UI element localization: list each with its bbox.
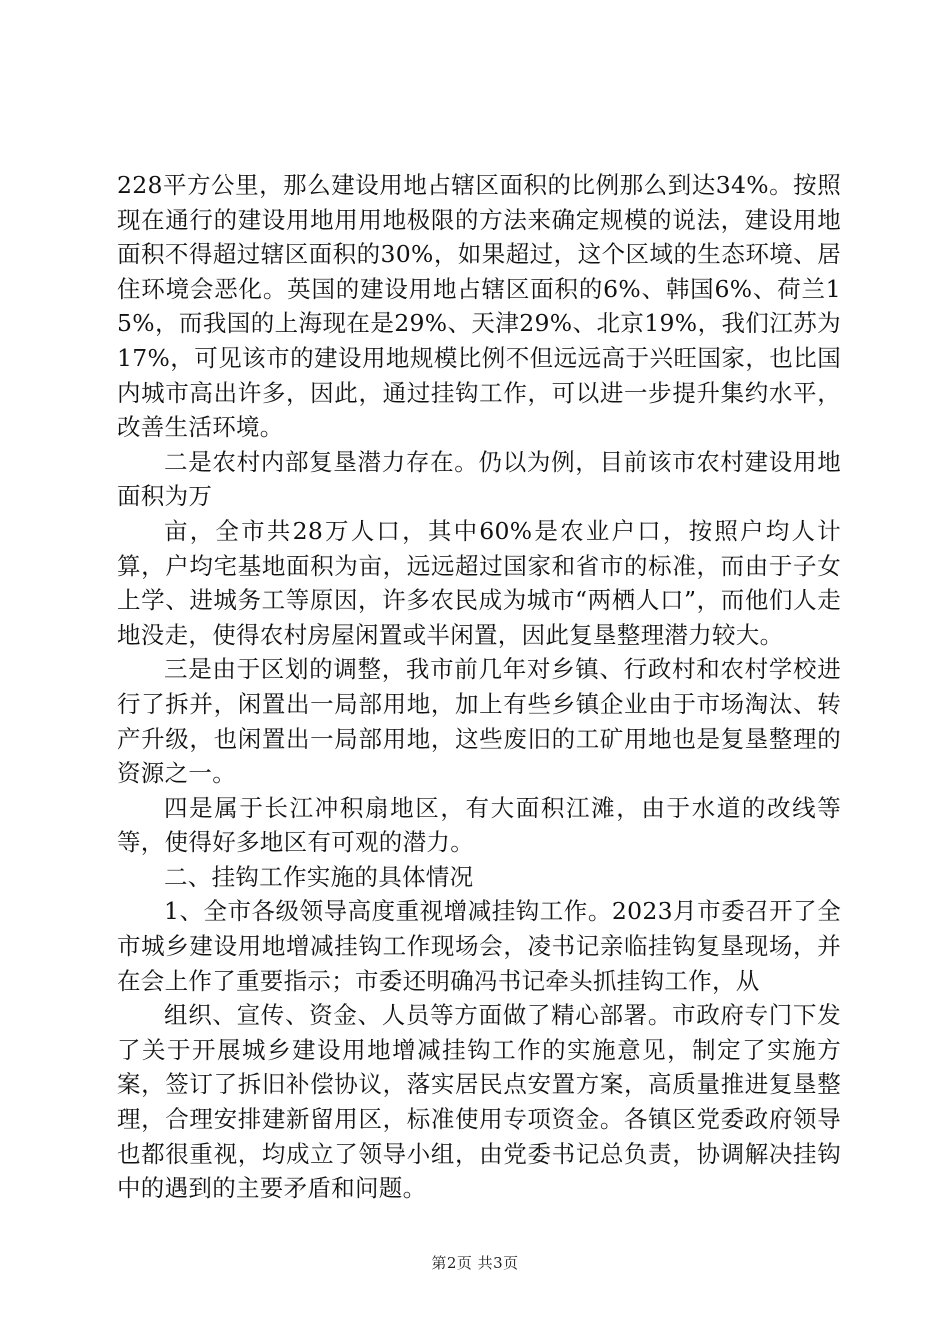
paragraph-deployment: 组织、宣传、资金、人员等方面做了精心部署。市政府专门下发了关于开展城乡建设用地增减挂钩工作的实施意见，制定了实施方案，签订了拆旧补偿协议，落实居民点安置方案，高质量推进复垦整理，合理安排建新留用区，标准使用专项资金。各镇区党委政府领导也都很重视，均成立了领导小组，由党委书记总负责，协调解决挂钩中的遇到的主要矛盾和问题。 xyxy=(117,1001,841,1203)
section-heading-implementation: 二、挂钩工作实施的具体情况 xyxy=(164,862,474,891)
paragraph-rural-reclamation: 二是农村内部复垦潜力存在。仍以为例，目前该市农村建设用地面积为万 xyxy=(117,447,841,511)
paragraph-district-adjustment: 三是由于区划的调整，我市前几年对乡镇、行政村和农村学校进行了拆并，闲置出一局部用地，加上有些乡镇企业由于市场淘汰、转产升级，也闲置出一局部用地，这些废旧的工矿用地也是复垦整理的资源之一。 xyxy=(117,655,841,788)
paragraph-land-ratio: 228平方公里，那么建设用地占辖区面积的比例那么到达34%。按照现在通行的建设用地用用地极限的方法来确定规模的说法，建设用地面积不得超过辖区面积的30%，如果超过，这个区域的生态环境、居住环境会恶化。英国的建设用地占辖区面积的6%、韩国6%、荷兰15%，而我国的上海现在是29%、天津29%、北京19%，我们江苏为17%，可见该市的建设用地规模比例不但远远高于兴旺国家，也比国内城市高出许多，因此，通过挂钩工作，可以进一步提升集约水平，改善生活环境。 xyxy=(117,171,841,442)
page-number-footer: 第2页 共3页 xyxy=(431,1254,519,1272)
paragraph-rural-population: 亩，全市共28万人口，其中60%是农业户口，按照户均人计算，户均宅基地面积为亩，远远超过国家和省市的标准，而由于子女上学、进城务工等原因，许多农民成为城市“两栖人口”，而他们人走地没走，使得农村房屋闲置或半闲置，因此复垦整理潜力较大。 xyxy=(117,516,841,649)
paragraph-leadership-attention: 1、全市各级领导高度重视增减挂钩工作。2023月市委召开了全市城乡建设用地增减挂钩工作现场会，凌书记亲临挂钩复垦现场，并在会上作了重要指示；市委还明确冯书记牵头抓挂钩工作，从 xyxy=(117,897,841,995)
paragraph-yangtze-alluvial: 四是属于长江冲积扇地区，有大面积江滩，由于水道的改线等等，使得好多地区有可观的潜力。 xyxy=(117,793,841,857)
document-body xyxy=(117,168,841,1206)
